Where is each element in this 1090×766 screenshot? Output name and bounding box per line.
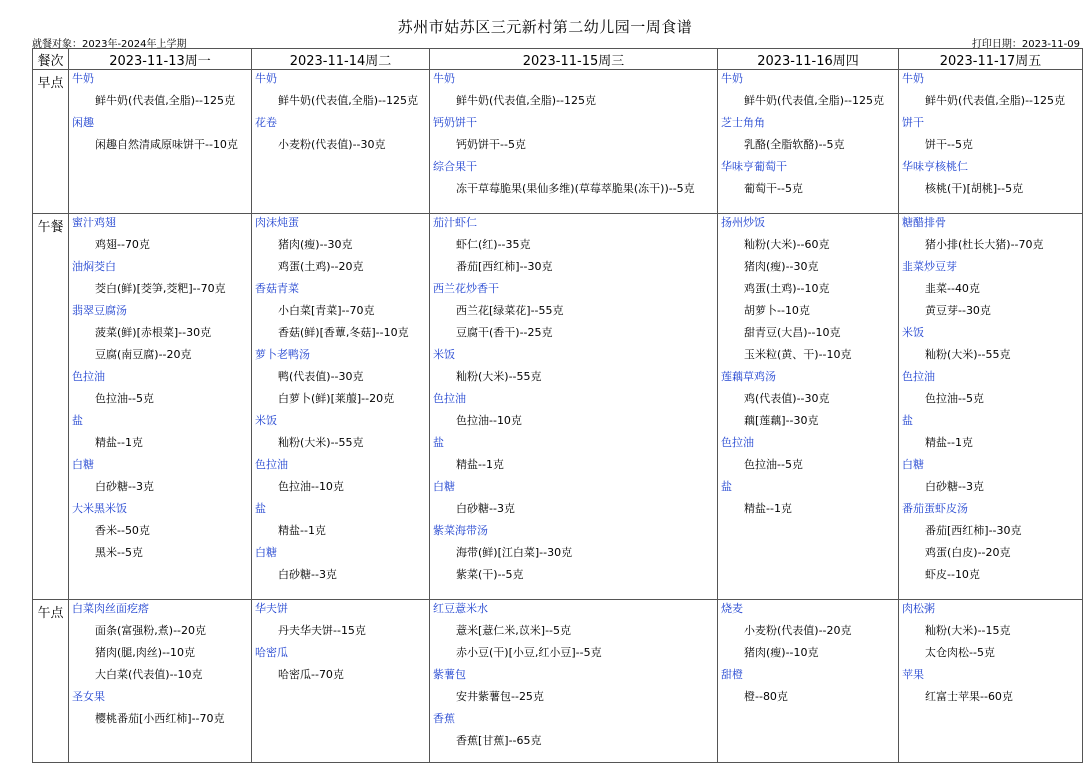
ingredient-item: 闲趣自然清咸原味饼干--10克 — [95, 138, 238, 151]
ingredient-item: 胡萝卜--10克 — [744, 304, 810, 317]
dish-name: 大米黑米饭 — [72, 502, 127, 515]
dish-name: 米饭 — [902, 326, 924, 339]
dish-name: 红豆薏米水 — [433, 602, 488, 615]
dish-name: 色拉油 — [255, 458, 288, 471]
ingredient-item: 饼干--5克 — [925, 138, 973, 151]
ingredient-item: 鸡蛋(土鸡)--20克 — [278, 260, 364, 273]
ingredient-item: 鲜牛奶(代表值,全脂)--125克 — [925, 94, 1066, 107]
dish-name: 糖醋排骨 — [902, 216, 946, 229]
dish-name: 闲趣 — [72, 116, 94, 129]
ingredient-item: 太仓肉松--5克 — [925, 646, 995, 659]
ingredient-item: 黑米--5克 — [95, 546, 143, 559]
menu-cell — [430, 70, 718, 214]
ingredient-item: 猪小排(杜长大猪)--70克 — [925, 238, 1044, 251]
ingredient-item: 白砂糖--3克 — [925, 480, 984, 493]
meal-row — [33, 214, 1083, 600]
ingredient-item: 籼粉(大米)--15克 — [925, 624, 1011, 637]
dish-name: 白糖 — [72, 458, 94, 471]
dish-name: 蜜汁鸡翅 — [72, 216, 116, 229]
dish-name: 白糖 — [433, 480, 455, 493]
dish-name: 色拉油 — [433, 392, 466, 405]
ingredient-item: 紫菜(干)--5克 — [456, 568, 524, 581]
ingredient-item: 樱桃番茄[小西红柿]--70克 — [95, 712, 225, 725]
dish-name: 华味亨葡萄干 — [721, 160, 787, 173]
menu-cell — [899, 70, 1083, 214]
dish-name: 紫薯包 — [433, 668, 466, 681]
ingredient-item: 精盐--1克 — [456, 458, 504, 471]
menu-cell — [69, 214, 252, 600]
ingredient-item: 白萝卜(鲜)[莱菔]--20克 — [278, 392, 395, 405]
ingredient-item: 赤小豆(干)[小豆,红小豆]--5克 — [456, 646, 602, 659]
ingredient-item: 猪肉(瘦)--30克 — [744, 260, 819, 273]
ingredient-item: 色拉油--5克 — [744, 458, 803, 471]
dish-name: 紫菜海带汤 — [433, 524, 488, 537]
dish-name: 盐 — [72, 414, 83, 427]
dish-name: 色拉油 — [72, 370, 105, 383]
ingredient-item: 甜青豆(大昌)--10克 — [744, 326, 841, 339]
ingredient-item: 精盐--1克 — [95, 436, 143, 449]
dining-target-label: 就餐对象： — [32, 39, 82, 50]
dish-name: 牛奶 — [255, 72, 277, 85]
menu-cell — [899, 214, 1083, 600]
dish-name: 香蕉 — [433, 712, 455, 725]
ingredient-item: 葡萄干--5克 — [744, 182, 803, 195]
dish-name: 番茄蛋虾皮汤 — [902, 502, 968, 515]
ingredient-item: 茭白(鲜)[茭笋,茭粑]--70克 — [95, 282, 226, 295]
dish-name: 综合果干 — [433, 160, 477, 173]
menu-cell — [430, 600, 718, 763]
menu-cell — [430, 214, 718, 600]
dish-name: 白菜肉丝面疙瘩 — [72, 602, 149, 615]
ingredient-item: 番茄[西红柿]--30克 — [925, 524, 1022, 537]
dish-name: 牛奶 — [902, 72, 924, 85]
ingredient-item: 鲜牛奶(代表值,全脂)--125克 — [456, 94, 597, 107]
day-header: 2023-11-16周四 — [718, 49, 899, 70]
ingredient-item: 鲜牛奶(代表值,全脂)--125克 — [278, 94, 419, 107]
meal-label: 早点 — [33, 70, 69, 214]
ingredient-item: 精盐--1克 — [278, 524, 326, 537]
ingredient-item: 白砂糖--3克 — [278, 568, 337, 581]
ingredient-item: 西兰花[绿菜花]--55克 — [456, 304, 564, 317]
ingredient-item: 色拉油--10克 — [278, 480, 344, 493]
print-date-value: 2023-11-09 — [1021, 39, 1080, 50]
menu-cell — [69, 70, 252, 214]
dish-name: 香菇青菜 — [255, 282, 299, 295]
dish-name: 白糖 — [902, 458, 924, 471]
ingredient-item: 籼粉(大米)--55克 — [456, 370, 542, 383]
dish-name: 芝士角角 — [721, 116, 765, 129]
meal-label: 午餐 — [33, 214, 69, 600]
dish-name: 萝卜老鸭汤 — [255, 348, 310, 361]
ingredient-item: 海带(鲜)[江白菜]--30克 — [456, 546, 573, 559]
ingredient-item: 丹夫华夫饼--15克 — [278, 624, 366, 637]
ingredient-item: 鸭(代表值)--30克 — [278, 370, 364, 383]
weekly-menu-table — [32, 48, 1083, 763]
ingredient-item: 乳酪(全脂软酪)--5克 — [744, 138, 845, 151]
dish-name: 白糖 — [255, 546, 277, 559]
dish-name: 华味亨核桃仁 — [902, 160, 968, 173]
ingredient-item: 橙--80克 — [744, 690, 788, 703]
ingredient-item: 豆腐(南豆腐)--20克 — [95, 348, 192, 361]
ingredient-item: 香蕉[甘蕉]--65克 — [456, 734, 542, 747]
ingredient-item: 玉米粒(黄、干)--10克 — [744, 348, 852, 361]
ingredient-item: 籼粉(大米)--60克 — [744, 238, 830, 251]
day-header: 2023-11-13周一 — [69, 49, 252, 70]
day-header: 2023-11-15周三 — [430, 49, 718, 70]
ingredient-item: 小麦粉(代表值)--30克 — [278, 138, 386, 151]
ingredient-item: 安井紫薯包--25克 — [456, 690, 544, 703]
dish-name: 莲藕草鸡汤 — [721, 370, 776, 383]
day-header: 2023-11-17周五 — [899, 49, 1083, 70]
menu-cell — [899, 600, 1083, 763]
ingredient-item: 鸡翅--70克 — [95, 238, 150, 251]
ingredient-item: 猪肉(腿,肉丝)--10克 — [95, 646, 196, 659]
ingredient-item: 籼粉(大米)--55克 — [925, 348, 1011, 361]
dish-name: 盐 — [255, 502, 266, 515]
ingredient-item: 藕[莲藕]--30克 — [744, 414, 819, 427]
ingredient-item: 色拉油--5克 — [925, 392, 984, 405]
dish-name: 米饭 — [255, 414, 277, 427]
dish-name: 钙奶饼干 — [433, 116, 477, 129]
menu-cell — [718, 214, 899, 600]
dish-name: 色拉油 — [902, 370, 935, 383]
table-header-row — [33, 49, 1083, 70]
dish-name: 西兰花炒香干 — [433, 282, 499, 295]
dish-name: 盐 — [902, 414, 913, 427]
dish-name: 茄汁虾仁 — [433, 216, 477, 229]
ingredient-item: 精盐--1克 — [744, 502, 792, 515]
ingredient-item: 鸡蛋(土鸡)--10克 — [744, 282, 830, 295]
dish-name: 牛奶 — [433, 72, 455, 85]
ingredient-item: 韭菜--40克 — [925, 282, 980, 295]
ingredient-item: 精盐--1克 — [925, 436, 973, 449]
ingredient-item: 色拉油--5克 — [95, 392, 154, 405]
menu-cell — [252, 70, 430, 214]
print-date-label: 打印日期： — [971, 39, 1022, 50]
dish-name: 甜橙 — [721, 668, 743, 681]
dish-name: 哈密瓜 — [255, 646, 288, 659]
meal-row — [33, 70, 1083, 214]
ingredient-item: 面条(富强粉,煮)--20克 — [95, 624, 207, 637]
menu-cell — [252, 600, 430, 763]
ingredient-item: 鸡(代表值)--30克 — [744, 392, 830, 405]
ingredient-item: 钙奶饼干--5克 — [456, 138, 526, 151]
ingredient-item: 豆腐干(香干)--25克 — [456, 326, 553, 339]
ingredient-item: 哈密瓜--70克 — [278, 668, 344, 681]
dish-name: 翡翠豆腐汤 — [72, 304, 127, 317]
dish-name: 饼干 — [902, 116, 924, 129]
ingredient-item: 虾仁(红)--35克 — [456, 238, 531, 251]
dish-name: 色拉油 — [721, 436, 754, 449]
ingredient-item: 大白菜(代表值)--10克 — [95, 668, 203, 681]
ingredient-item: 香米--50克 — [95, 524, 150, 537]
ingredient-item: 鲜牛奶(代表值,全脂)--125克 — [95, 94, 236, 107]
dish-name: 牛奶 — [721, 72, 743, 85]
ingredient-item: 猪肉(瘦)--10克 — [744, 646, 819, 659]
dish-name: 米饭 — [433, 348, 455, 361]
ingredient-item: 核桃(干)[胡桃]--5克 — [925, 182, 1024, 195]
ingredient-item: 红富士苹果--60克 — [925, 690, 1013, 703]
meal-label: 午点 — [33, 600, 69, 763]
dish-name: 肉沫炖蛋 — [255, 216, 299, 229]
dining-target-value: 2023年-2024年上学期 — [82, 39, 187, 50]
ingredient-item: 小白菜[青菜]--70克 — [278, 304, 375, 317]
menu-cell — [718, 70, 899, 214]
ingredient-item: 白砂糖--3克 — [456, 502, 515, 515]
dish-name: 花卷 — [255, 116, 277, 129]
page-title: 苏州市姑苏区三元新村第二幼儿园一周食谱 — [397, 18, 693, 36]
dish-name: 烧麦 — [721, 602, 743, 615]
ingredient-item: 籼粉(大米)--55克 — [278, 436, 364, 449]
menu-cell — [252, 214, 430, 600]
ingredient-item: 薏米[薏仁米,苡米]--5克 — [456, 624, 572, 637]
dish-name: 韭菜炒豆芽 — [902, 260, 957, 273]
ingredient-item: 黄豆芽--30克 — [925, 304, 991, 317]
ingredient-item: 虾皮--10克 — [925, 568, 980, 581]
ingredient-item: 小麦粉(代表值)--20克 — [744, 624, 852, 637]
menu-cell — [718, 600, 899, 763]
dish-name: 肉松粥 — [902, 602, 935, 615]
ingredient-item: 鲜牛奶(代表值,全脂)--125克 — [744, 94, 885, 107]
dish-name: 苹果 — [902, 668, 924, 681]
dish-name: 盐 — [721, 480, 732, 493]
dish-name: 华夫饼 — [255, 602, 288, 615]
ingredient-item: 冻干草莓脆果(果仙多维)(草莓萃脆果(冻干))--5克 — [456, 182, 695, 195]
dish-name: 圣女果 — [72, 690, 105, 703]
ingredient-item: 色拉油--10克 — [456, 414, 522, 427]
dish-name: 牛奶 — [72, 72, 94, 85]
ingredient-item: 菠菜(鲜)[赤根菜]--30克 — [95, 326, 212, 339]
dish-name: 油焖茭白 — [72, 260, 116, 273]
meal-row — [33, 600, 1083, 763]
ingredient-item: 香菇(鲜)[香蕈,冬菇]--10克 — [278, 326, 409, 339]
menu-cell — [69, 600, 252, 763]
ingredient-item: 番茄[西红柿]--30克 — [456, 260, 553, 273]
ingredient-item: 猪肉(瘦)--30克 — [278, 238, 353, 251]
meal-column-header: 餐次 — [33, 49, 69, 70]
ingredient-item: 白砂糖--3克 — [95, 480, 154, 493]
day-header: 2023-11-14周二 — [252, 49, 430, 70]
dish-name: 扬州炒饭 — [721, 216, 765, 229]
ingredient-item: 鸡蛋(白皮)--20克 — [925, 546, 1011, 559]
dish-name: 盐 — [433, 436, 444, 449]
